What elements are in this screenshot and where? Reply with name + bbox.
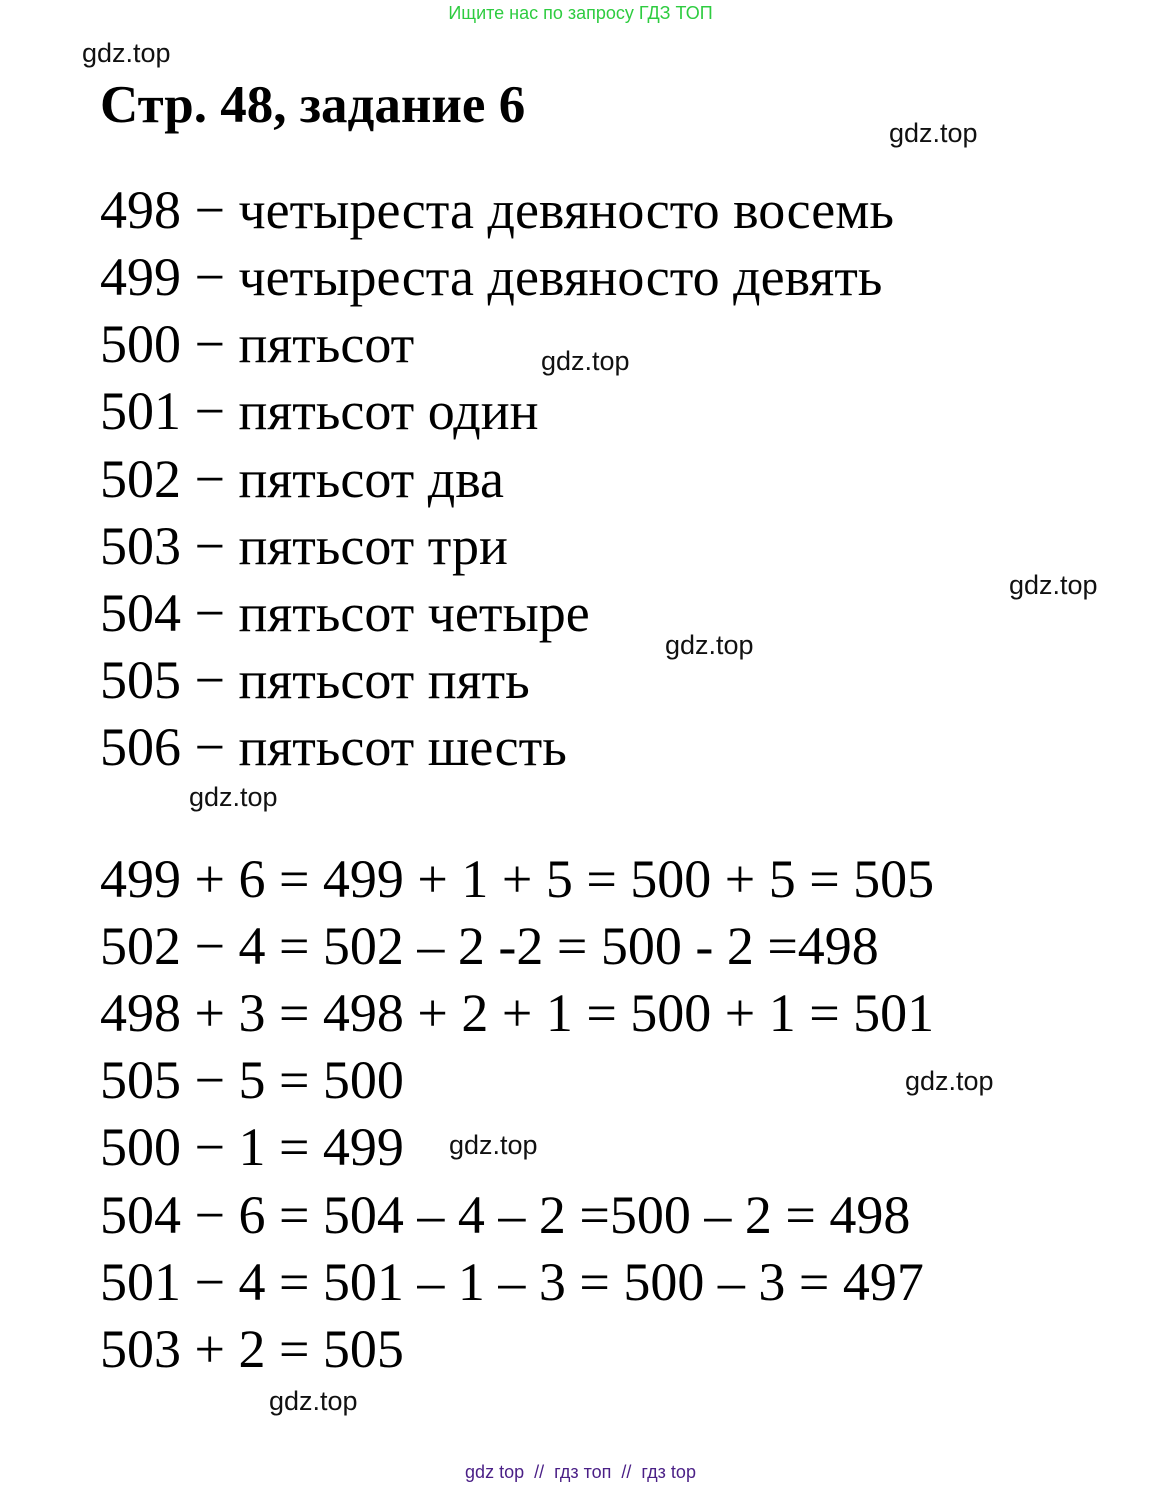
watermark: gdz.top [541,346,630,376]
watermark: gdz.top [905,1066,994,1096]
watermark: gdz.top [889,118,978,148]
equation-line: 500 − 1 = 499 [100,1117,404,1177]
number-word-line: 500 − пятьсот [100,314,415,374]
watermark: gdz.top [82,38,171,68]
number-word-line: 503 − пятьсот три [100,516,508,576]
search-hint-link[interactable]: Ищите нас по запросу ГДЗ ТОП [448,3,713,23]
equation-line: 498 + 3 = 498 + 2 + 1 = 500 + 1 = 501 [100,983,935,1043]
number-word-line: 499 − четыреста девяносто девять [100,247,883,307]
watermark: gdz.top [665,630,754,660]
equation-line: 505 − 5 = 500 [100,1050,404,1110]
equation-line: 501 − 4 = 501 – 1 – 3 = 500 – 3 = 497 [100,1252,924,1312]
number-word-line: 502 − пятьсот два [100,449,504,509]
page-title: Стр. 48, задание 6 [100,76,526,134]
watermark: gdz.top [449,1130,538,1160]
number-word-line: 506 − пятьсот шесть [100,717,567,777]
equation-line: 499 + 6 = 499 + 1 + 5 = 500 + 5 = 505 [100,849,935,909]
number-word-line: 498 − четыреста девяносто восемь [100,180,894,240]
number-word-line: 504 − пятьсот четыре [100,583,590,643]
watermark: gdz.top [189,782,278,812]
watermark: gdz.top [1009,570,1098,600]
footer-links[interactable]: gdz top // гдз топ // гдз top [465,1462,696,1482]
equation-line: 502 − 4 = 502 – 2 -2 = 500 - 2 =498 [100,916,879,976]
equation-line: 504 − 6 = 504 – 4 – 2 =500 – 2 = 498 [100,1185,911,1245]
equation-line: 503 + 2 = 505 [100,1319,404,1379]
watermark: gdz.top [269,1386,358,1416]
number-word-line: 505 − пятьсот пять [100,650,530,710]
number-word-line: 501 − пятьсот один [100,381,539,441]
